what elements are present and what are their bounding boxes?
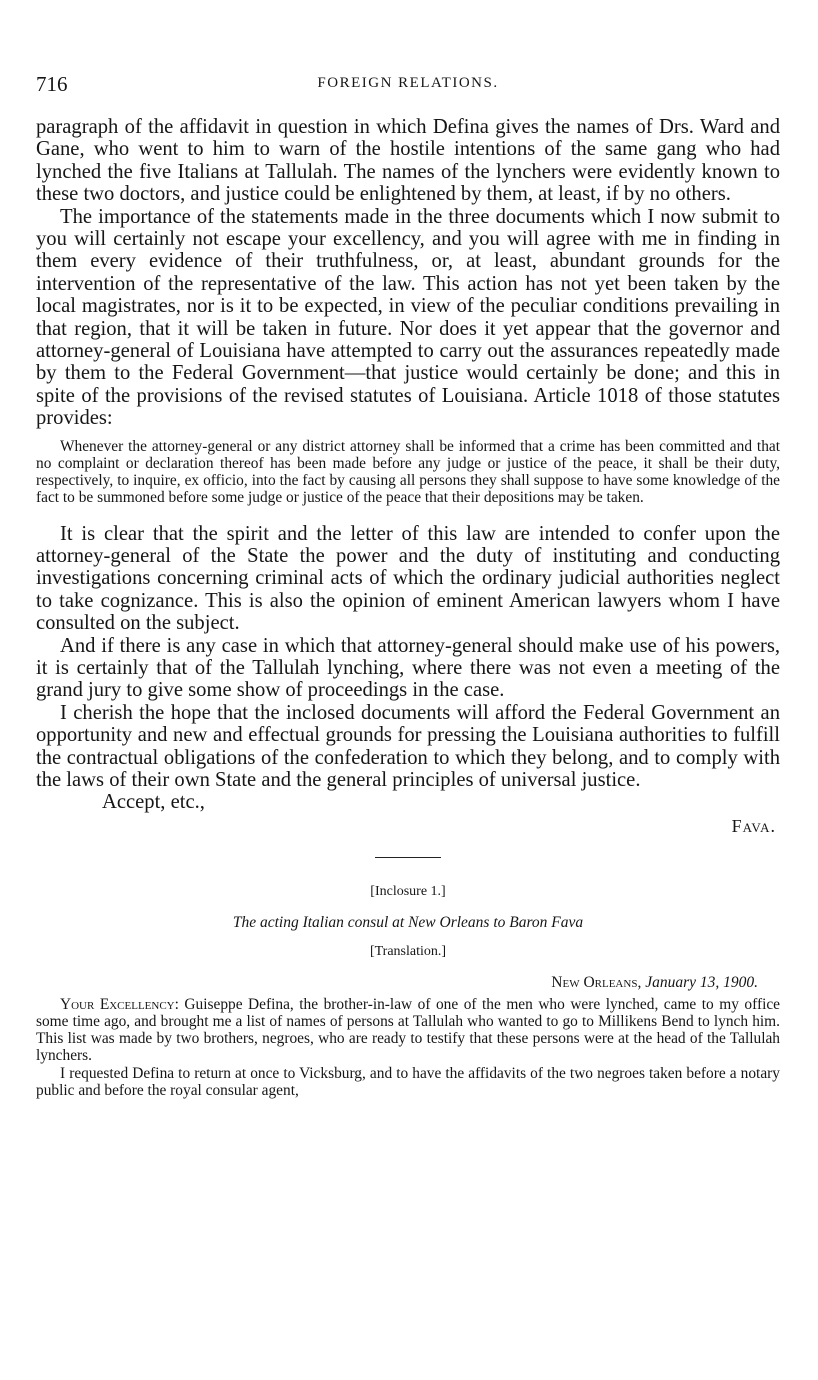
inclosure-caption: The acting Italian consul at New Orleans to Baron Fava (232, 913, 584, 931)
statute-quote: Whenever the attorney-general or any district attorney shall be informed that a crime has been committed and that no complaint or declaration thereof has been made before any judge or justice of the peace, it shall be their duty, respectively, to inquire, ex officio, into the fact by causing all persons they shall suppose to have some knowledge of the fact to be summoned before some judge or justice of the peace that their depositions may be taken. (36, 437, 780, 507)
letter-paragraph-2: I requested Defina to return at once to Vicksburg, and to have the affidavits of the two negroes taken before a notary public and before the royal consular agent, (36, 1064, 780, 1099)
dateline (36, 974, 780, 992)
page-number: 716 (36, 72, 68, 96)
paragraph-4: And if there is any case in which that attorney-general should make use of his powers, it is certainly that of the Tallulah lynching, where there was not even a meeting of the grand jury to give some show of proceedings in the case. (36, 634, 780, 702)
dateline-place: New Orleans, (551, 973, 642, 991)
signature: Fava. (731, 815, 776, 836)
section-divider (375, 857, 441, 858)
letter-paragraph-1-text: Guiseppe Defina, the brother-in-law of one of the men who were lynched, came to my office some time ago, and brought me a list of names of persons at Tallulah who wanted to go to Millikens Bend to lynch him. This list was made by two brothers, negroes, who are ready to testify that these persons were at the head of the Tallulah lynchers. (36, 995, 781, 1065)
paragraph-1: paragraph of the affidavit in question in which Defina gives the names of Drs. Ward and Gane, who went to him to warn of the hostile intentions of the same gang who had lynched the five Italians at Tallulah. The names of the lynchers were evidently known to these two doctors, and justice could be enlightened by them, at least, if by no others. (36, 116, 780, 206)
inclosure-label: [Inclosure 1.] (370, 883, 446, 899)
paragraph-2: The importance of the statements made in the three documents which I now submit to you will certainly not escape your excellency, and you will agree with me in finding in them every evidence of their truthfulness, or, at least, abundant grounds for the intervention of the representative of the law. This action has not yet been taken by the local magistrates, nor is it to be expected, in view of the peculiar conditions prevailing in that region, that it will be taken in future. Nor does it yet appear that the governor and attorney-general of Louisiana have attempted to carry out the assurances repeatedly made by them to the Federal Government—that justice would certainly be done; and this in spite of the provisions of the revised statutes of Louisiana. Article 1018 of those statutes provides: (36, 205, 780, 430)
letter-paragraph-1 (36, 996, 780, 1065)
salutation: Your Excellency: (60, 995, 179, 1013)
closing-line: Accept, etc., (102, 791, 205, 814)
paragraph-3: It is clear that the spirit and the letter of this law are intended to confer upon the attorney-general of the State the power and the duty of instituting and conducting investigations concerning criminal acts of which the ordinary judicial authorities neglect to take cognizance. This is also the opinion of eminent American lawyers whom I have consulted on the subject. (36, 522, 780, 635)
body-text (36, 116, 780, 1099)
dateline-date: January 13, 1900. (645, 973, 758, 991)
page-header (36, 72, 780, 102)
running-head: FOREIGN RELATIONS. (317, 75, 499, 91)
paragraph-5: I cherish the hope that the inclosed documents will afford the Federal Government an opportunity and new and effectual grounds for pressing the Louisiana authorities to fulfill the contractual obligations of the confederation to which they belong, and to comply with the laws of their own State and the general principles of universal justice. (36, 701, 780, 791)
translation-note: [Translation.] (369, 943, 447, 959)
